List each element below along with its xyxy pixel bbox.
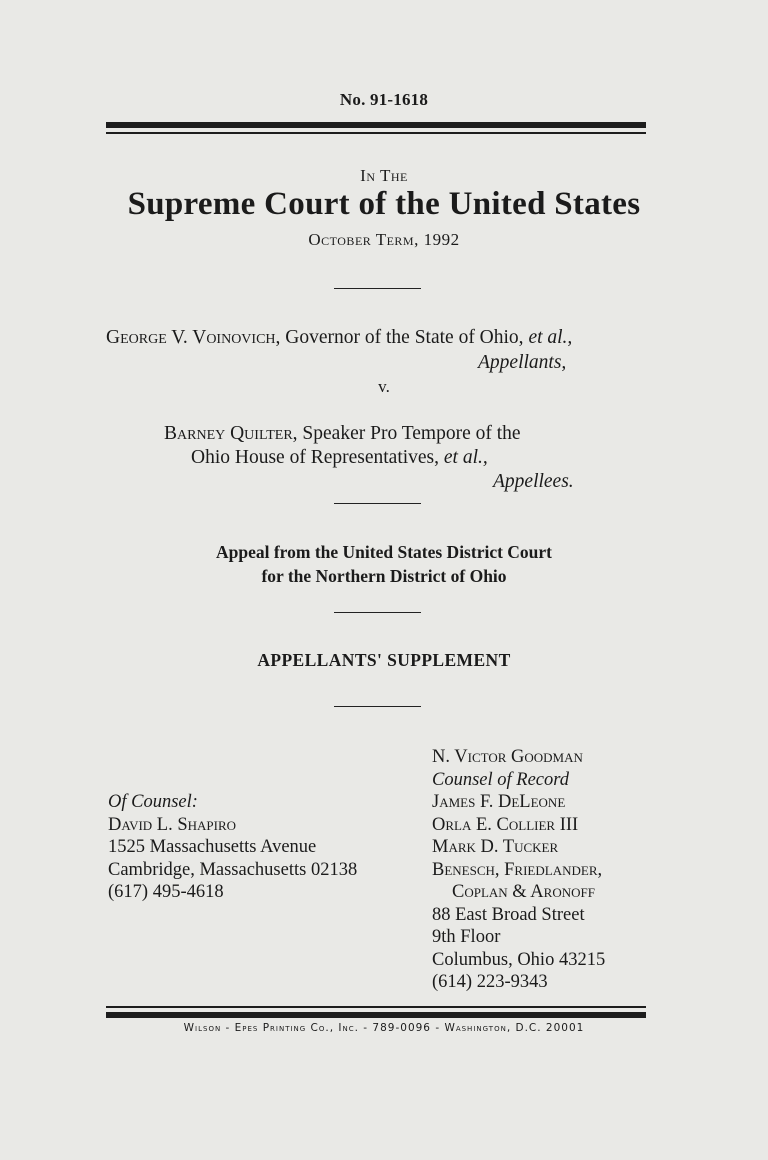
top-rule-thick [106,122,646,128]
of-counsel-heading: Of Counsel: [108,792,198,812]
versus: v. [378,377,390,396]
appeal-line-1: Appeal from the United States District Court [215,542,553,562]
appellant-line [106,325,572,350]
in-the-heading: In The [360,166,408,185]
appellee-name: Barney Quilter [164,423,293,444]
court-name: Supreme Court of the United States [127,186,641,222]
counsel-line: Mark D. Tucker [432,837,559,857]
appellee-line [164,421,521,446]
supplement-title: APPELLANTS' SUPPLEMENT [257,650,511,670]
of-counsel-line: (617) 495-4618 [108,882,224,902]
counsel-of-record-block [432,746,605,994]
counsel-line: Coplan & Aronoff [452,882,595,902]
appellant-name: George V. Voinovich [106,327,276,348]
divider-4 [334,706,421,707]
appellants-label: Appellants, [478,352,567,373]
counsel-line: Benesch, Friedlander, [432,859,603,880]
term-heading: October Term, 1992 [308,230,460,249]
counsel-of-record-role: Counsel of Record [432,769,570,790]
of-counsel-line: David L. Shapiro [108,814,237,835]
appellee-et-al: et al., [443,447,488,468]
appeal-caption [0,540,768,588]
counsel-line: Orla E. Collier III [432,814,579,835]
appeal-line-2: for the Northern District of Ohio [261,566,507,586]
appellant-description: , Governor of the State of Ohio, [275,327,524,348]
counsel-line: (614) 223-9343 [432,972,548,992]
appellees-label: Appellees. [493,471,574,492]
appellant-et-al: et al., [528,327,573,348]
printer-imprint: Wilson - Epes Printing Co., Inc. - 789-0096 - Washington, D.C. 20001 [183,1022,585,1034]
of-counsel-block [108,791,357,904]
counsel-line: Columbus, Ohio 43215 [432,949,606,970]
counsel-line: James F. DeLeone [432,792,566,812]
of-counsel-line: 1525 Massachusetts Avenue [108,837,317,857]
counsel-line: 88 East Broad Street [432,904,585,925]
divider-3 [334,612,421,613]
appellee-description: , Speaker Pro Tempore of the [292,423,521,444]
appellee-line-2 [191,445,488,470]
counsel-of-record-name: N. Victor Goodman [432,747,583,767]
counsel-line: 9th Floor [432,927,501,947]
top-rule-thin [106,132,646,134]
divider-1 [334,288,421,289]
divider-2 [334,503,421,504]
bottom-rule-thin [106,1006,646,1008]
bottom-rule-thick [106,1012,646,1018]
appellee-description-2: Ohio House of Representatives, [191,447,440,468]
of-counsel-line: Cambridge, Massachusetts 02138 [108,859,358,880]
docket-number: No. 91-1618 [339,90,429,109]
